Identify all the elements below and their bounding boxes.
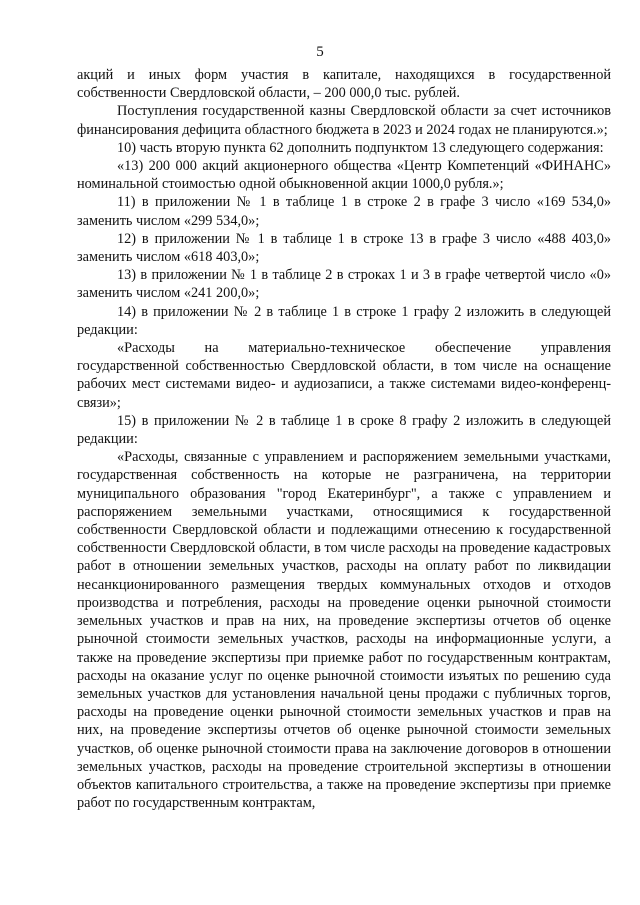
paragraph-item-11: 11) в приложении № 1 в таблице 1 в строке 2 в графе 3 число «169 534,0» заменить числом «299 534,0»; xyxy=(77,194,611,229)
paragraph-subitem-13-shares: «13) 200 000 акций акционерного общества «Центр Компетенций «ФИНАНС» номинальной стоимостью одной обыкновенной акции 1000,0 рубля.»; xyxy=(77,158,611,193)
paragraph-item-15-text: «Расходы, связанные с управлением и распоряжением земельными участками, государственная собственность на которые не разграничена, на территории муниципального образования "город Екатеринбург", а также с управлением и распоряжением земельными участками, относящимися к государственной собственности Свердловской области и подлежащими отнесению к государственной собственности Свердловской области, в том числе расходы на проведение кадастровых работ в отношении земельных участков, расходы на оплату работ по ликвидации несанкционированного размещения твердых коммунальных отходов и отходов производства и потребления, расходы на проведение оценки рыночной стоимости земельных участков и прав на них, на проведение экспертизы отчетов об оценке рыночной стоимости земельных участков, расходы на информационные услуги, а также на проведение экспертизы при приемке работ по государственным контрактам, расходы на оказание услуг по оценке рыночной стоимости изъятых по решению суда земельных участков для установления начальной цены продажи с публичных торгов, расходы на проведение оценки рыночной стоимости земельных участков и прав на них, на проведение экспертизы отчетов об оценке рыночной стоимости земельных участков, об оценке рыночной стоимости права на заключение договоров в отношении земельных участков, расходы на проведение строительной экспертизы в отношении объектов капитального строительства, а также на проведение экспертизы при приемке работ по государственным контрактам, xyxy=(77,449,611,812)
paragraph-continuation: акций и иных форм участия в капитале, находящихся в государственной собственности Свердловской области, – 200 000,0 тыс. рублей. xyxy=(77,67,611,102)
paragraph-item-15: 15) в приложении № 2 в таблице 1 в сроке 8 графу 2 изложить в следующей редакции: xyxy=(77,412,611,448)
paragraph-item-13: 13) в приложении № 1 в таблице 2 в строках 1 и 3 в графе четвертой число «0» заменить числом «241 200,0»; xyxy=(77,267,611,302)
document-body xyxy=(77,66,611,812)
paragraph-item-12: 12) в приложении № 1 в таблице 1 в строке 13 в графе 3 число «488 403,0» заменить числом «618 403,0»; xyxy=(77,230,611,266)
paragraph-item-14-text: «Расходы на материально-техническое обеспечение управления государственной собственностью Свердловской области, в том числе на оснащение рабочих мест системами видео- и аудиозаписи, а также системами видео-конференц-связи»; xyxy=(77,340,611,411)
paragraph-treasury-receipts: Поступления государственной казны Свердловской области за счет источников финансирования дефицита областного бюджета в 2023 и 2024 годах не планируются.»; xyxy=(77,103,611,138)
paragraph-item-10: 10) часть вторую пункта 62 дополнить подпунктом 13 следующего содержания: xyxy=(117,139,604,156)
page-number: 5 xyxy=(316,44,324,60)
paragraph-item-14: 14) в приложении № 2 в таблице 1 в строке 1 графу 2 изложить в следующей редакции: xyxy=(77,303,611,338)
